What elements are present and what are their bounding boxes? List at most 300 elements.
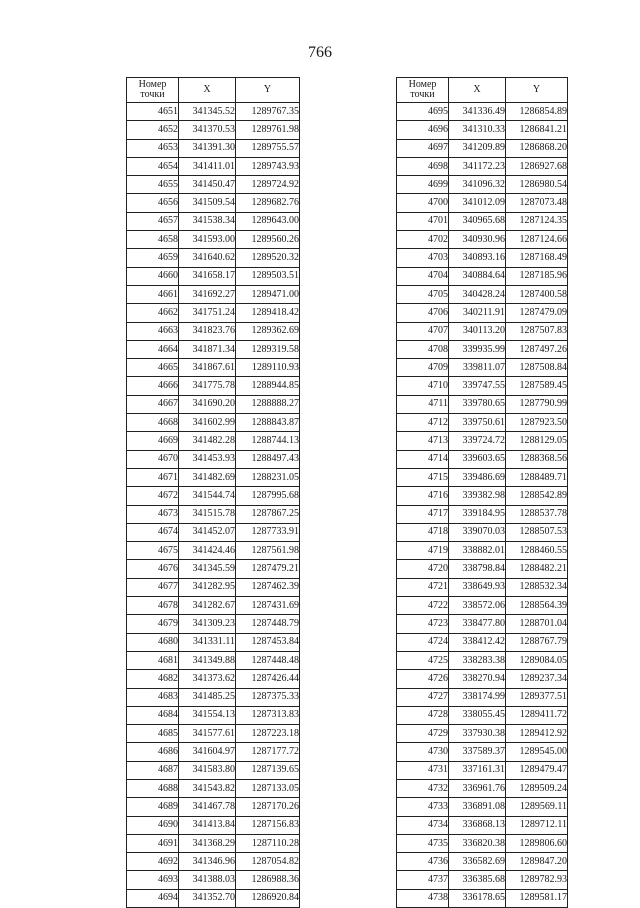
x-coordinate-cell: 341482.69 [179,468,236,486]
x-coordinate-cell: 341515.78 [179,505,236,523]
y-coordinate-cell: 1287462.39 [236,578,300,596]
y-coordinate-cell: 1287589.45 [506,377,568,395]
point-number-cell: 4718 [397,523,449,541]
point-number-cell: 4660 [127,267,179,285]
x-coordinate-cell: 341391.30 [179,139,236,157]
point-number-cell: 4702 [397,231,449,249]
x-coordinate-cell: 341692.27 [179,285,236,303]
point-number-cell: 4686 [127,743,179,761]
x-coordinate-cell: 340211.91 [449,304,506,322]
y-coordinate-cell: 1289110.93 [236,359,300,377]
x-coordinate-cell: 340113.20 [449,322,506,340]
y-coordinate-cell: 1289418.42 [236,304,300,322]
point-number-cell: 4729 [397,725,449,743]
x-coordinate-cell: 341282.95 [179,578,236,596]
y-coordinate-cell: 1289806.60 [506,834,568,852]
x-coordinate-cell: 339724.72 [449,432,506,450]
point-number-cell: 4687 [127,761,179,779]
x-coordinate-cell: 340428.24 [449,285,506,303]
table-row [397,853,568,871]
x-coordinate-cell: 339935.99 [449,340,506,358]
y-coordinate-cell: 1288231.05 [236,468,300,486]
x-coordinate-cell: 341373.62 [179,670,236,688]
y-coordinate-cell: 1288482.21 [506,560,568,578]
y-coordinate-cell: 1287400.58 [506,285,568,303]
x-coordinate-cell: 341096.32 [449,176,506,194]
y-coordinate-cell: 1287426.44 [236,670,300,688]
x-coordinate-cell: 341413.84 [179,816,236,834]
table-row [127,487,300,505]
table-row [397,432,568,450]
x-coordinate-cell: 338412.42 [449,633,506,651]
x-coordinate-cell: 341336.49 [449,103,506,121]
x-coordinate-cell: 338798.84 [449,560,506,578]
point-number-cell: 4673 [127,505,179,523]
table-row [127,395,300,413]
point-number-cell: 4733 [397,798,449,816]
point-number-cell: 4701 [397,212,449,230]
y-coordinate-cell: 1287073.48 [506,194,568,212]
table-row [397,779,568,797]
x-coordinate-cell: 341349.88 [179,651,236,669]
table-row [397,231,568,249]
y-coordinate-cell: 1289643.00 [236,212,300,230]
y-coordinate-cell: 1288843.87 [236,414,300,432]
x-coordinate-cell: 338649.93 [449,578,506,596]
x-coordinate-cell: 341604.97 [179,743,236,761]
point-number-cell: 4693 [127,871,179,889]
x-coordinate-cell: 341209.89 [449,139,506,157]
table-row [397,487,568,505]
x-coordinate-cell: 338477.80 [449,615,506,633]
y-coordinate-cell: 1287124.35 [506,212,568,230]
y-coordinate-cell: 1287177.72 [236,743,300,761]
coordinates-table-left [126,77,300,908]
x-coordinate-cell: 341345.52 [179,103,236,121]
y-coordinate-cell: 1287867.25 [236,505,300,523]
y-coordinate-cell: 1287054.82 [236,853,300,871]
point-number-cell: 4719 [397,542,449,560]
table-header-row [127,78,300,103]
point-number-cell: 4716 [397,487,449,505]
point-number-cell: 4726 [397,670,449,688]
y-coordinate-cell: 1287561.98 [236,542,300,560]
table-row [397,285,568,303]
point-number-cell: 4651 [127,103,179,121]
point-number-cell: 4678 [127,597,179,615]
table-row [127,706,300,724]
table-row [397,505,568,523]
x-coordinate-cell: 341424.46 [179,542,236,560]
y-coordinate-cell: 1288489.71 [506,468,568,486]
table-row [127,523,300,541]
table-row [127,560,300,578]
x-coordinate-cell: 336385.68 [449,871,506,889]
table-row [127,578,300,596]
x-coordinate-cell: 341368.29 [179,834,236,852]
y-coordinate-cell: 1289581.17 [506,889,568,907]
table-header-row [397,78,568,103]
y-coordinate-cell: 1287133.05 [236,779,300,797]
table-row [397,670,568,688]
x-coordinate-cell: 341509.54 [179,194,236,212]
y-coordinate-cell: 1289084.05 [506,651,568,669]
point-number-cell: 4688 [127,779,179,797]
x-coordinate-cell: 337930.38 [449,725,506,743]
y-coordinate-cell: 1289545.00 [506,743,568,761]
table-row [127,103,300,121]
y-coordinate-cell: 1288888.27 [236,395,300,413]
table-row [397,816,568,834]
y-coordinate-cell: 1288497.43 [236,450,300,468]
x-coordinate-cell: 341452.07 [179,523,236,541]
point-number-cell: 4656 [127,194,179,212]
point-number-cell: 4675 [127,542,179,560]
point-number-cell: 4724 [397,633,449,651]
table-row [397,834,568,852]
x-coordinate-cell: 337589.37 [449,743,506,761]
table-row [397,725,568,743]
x-coordinate-cell: 339382.98 [449,487,506,505]
x-coordinate-cell: 341871.34 [179,340,236,358]
point-number-cell: 4710 [397,377,449,395]
x-coordinate-cell: 341331.11 [179,633,236,651]
x-coordinate-cell: 341282.67 [179,597,236,615]
point-number-cell: 4690 [127,816,179,834]
y-coordinate-cell: 1287110.28 [236,834,300,852]
table-row [397,761,568,779]
y-coordinate-cell: 1289412.92 [506,725,568,743]
point-number-cell: 4672 [127,487,179,505]
y-coordinate-cell: 1288542.89 [506,487,568,505]
x-coordinate-cell: 341485.25 [179,688,236,706]
y-coordinate-cell: 1288129.05 [506,432,568,450]
x-coordinate-cell: 339811.07 [449,359,506,377]
table-row [127,432,300,450]
table-row [397,304,568,322]
table-row [397,377,568,395]
x-coordinate-cell: 339780.65 [449,395,506,413]
x-coordinate-cell: 341583.80 [179,761,236,779]
point-number-cell: 4712 [397,414,449,432]
x-coordinate-cell: 339070.03 [449,523,506,541]
y-coordinate-cell: 1287507.83 [506,322,568,340]
table-row [127,615,300,633]
table-row [127,377,300,395]
x-coordinate-cell: 341602.99 [179,414,236,432]
y-coordinate-cell: 1287185.96 [506,267,568,285]
table-row [127,139,300,157]
x-coordinate-cell: 339750.61 [449,414,506,432]
point-number-cell: 4730 [397,743,449,761]
point-number-cell: 4667 [127,395,179,413]
column-header-point-number: Номер точки [397,78,449,103]
x-coordinate-cell: 341554.13 [179,706,236,724]
x-coordinate-cell: 341658.17 [179,267,236,285]
table-row [127,743,300,761]
point-number-cell: 4689 [127,798,179,816]
y-coordinate-cell: 1288507.53 [506,523,568,541]
point-number-cell: 4661 [127,285,179,303]
point-number-cell: 4681 [127,651,179,669]
y-coordinate-cell: 1286920.84 [236,889,300,907]
point-number-cell: 4709 [397,359,449,377]
x-coordinate-cell: 338055.45 [449,706,506,724]
point-number-cell: 4682 [127,670,179,688]
point-number-cell: 4679 [127,615,179,633]
table-row [397,359,568,377]
point-number-cell: 4674 [127,523,179,541]
table-row [127,633,300,651]
point-number-cell: 4703 [397,249,449,267]
point-number-cell: 4691 [127,834,179,852]
table-row [127,285,300,303]
point-number-cell: 4665 [127,359,179,377]
y-coordinate-cell: 1287448.79 [236,615,300,633]
table-row [397,633,568,651]
y-coordinate-cell: 1288944.85 [236,377,300,395]
table-row [127,834,300,852]
x-coordinate-cell: 341775.78 [179,377,236,395]
x-coordinate-cell: 336178.65 [449,889,506,907]
table-row [127,853,300,871]
y-coordinate-cell: 1287733.91 [236,523,300,541]
table-row [397,578,568,596]
y-coordinate-cell: 1286927.68 [506,157,568,175]
table-row [397,176,568,194]
y-coordinate-cell: 1288767.79 [506,633,568,651]
table-row [397,212,568,230]
table-row [397,139,568,157]
table-row [127,249,300,267]
y-coordinate-cell: 1287124.66 [506,231,568,249]
table-row [127,725,300,743]
y-coordinate-cell: 1287223.18 [236,725,300,743]
table-row [397,871,568,889]
point-number-cell: 4717 [397,505,449,523]
point-number-cell: 4705 [397,285,449,303]
point-number-cell: 4725 [397,651,449,669]
table-row [397,157,568,175]
table-row [397,615,568,633]
x-coordinate-cell: 339486.69 [449,468,506,486]
y-coordinate-cell: 1286980.54 [506,176,568,194]
y-coordinate-cell: 1289479.47 [506,761,568,779]
point-number-cell: 4696 [397,121,449,139]
y-coordinate-cell: 1287790.99 [506,395,568,413]
point-number-cell: 4727 [397,688,449,706]
y-coordinate-cell: 1287313.83 [236,706,300,724]
y-coordinate-cell: 1286868.20 [506,139,568,157]
x-coordinate-cell: 339184.95 [449,505,506,523]
point-number-cell: 4692 [127,853,179,871]
y-coordinate-cell: 1287375.33 [236,688,300,706]
point-number-cell: 4676 [127,560,179,578]
table-row [397,798,568,816]
y-coordinate-cell: 1288564.39 [506,597,568,615]
point-number-cell: 4731 [397,761,449,779]
table-row [127,651,300,669]
point-number-cell: 4722 [397,597,449,615]
table-row [397,322,568,340]
page-number: 766 [308,44,332,61]
point-number-cell: 4670 [127,450,179,468]
x-coordinate-cell: 338572.06 [449,597,506,615]
y-coordinate-cell: 1289319.58 [236,340,300,358]
column-header-point-number: Номер точки [127,78,179,103]
table-row [397,121,568,139]
y-coordinate-cell: 1287508.84 [506,359,568,377]
table-row [397,267,568,285]
table-row [127,121,300,139]
point-number-cell: 4704 [397,267,449,285]
y-coordinate-cell: 1289411.72 [506,706,568,724]
x-coordinate-cell: 341640.62 [179,249,236,267]
table-row [397,249,568,267]
table-row [127,340,300,358]
point-number-cell: 4653 [127,139,179,157]
table-row [397,103,568,121]
x-coordinate-cell: 341538.34 [179,212,236,230]
table-row [397,414,568,432]
point-number-cell: 4652 [127,121,179,139]
point-number-cell: 4668 [127,414,179,432]
table-row [127,816,300,834]
x-coordinate-cell: 341309.23 [179,615,236,633]
table-row [397,688,568,706]
x-coordinate-cell: 336891.08 [449,798,506,816]
point-number-cell: 4662 [127,304,179,322]
table-row [127,597,300,615]
x-coordinate-cell: 337161.31 [449,761,506,779]
y-coordinate-cell: 1289712.11 [506,816,568,834]
y-coordinate-cell: 1286988.36 [236,871,300,889]
point-number-cell: 4654 [127,157,179,175]
table-row [397,468,568,486]
x-coordinate-cell: 338270.94 [449,670,506,688]
x-coordinate-cell: 341346.96 [179,853,236,871]
x-coordinate-cell: 336868.13 [449,816,506,834]
x-coordinate-cell: 339603.65 [449,450,506,468]
y-coordinate-cell: 1289569.11 [506,798,568,816]
x-coordinate-cell: 341352.70 [179,889,236,907]
table-row [127,450,300,468]
point-number-cell: 4715 [397,468,449,486]
x-coordinate-cell: 340884.64 [449,267,506,285]
point-number-cell: 4735 [397,834,449,852]
point-number-cell: 4720 [397,560,449,578]
table-row [127,505,300,523]
table-row [397,743,568,761]
table-row [127,194,300,212]
table-row [127,871,300,889]
x-coordinate-cell: 341593.00 [179,231,236,249]
y-coordinate-cell: 1287453.84 [236,633,300,651]
y-coordinate-cell: 1287168.49 [506,249,568,267]
x-coordinate-cell: 341577.61 [179,725,236,743]
column-header-x: X [179,78,236,103]
point-number-cell: 4684 [127,706,179,724]
y-coordinate-cell: 1289682.76 [236,194,300,212]
x-coordinate-cell: 341310.33 [449,121,506,139]
table-row [127,761,300,779]
y-coordinate-cell: 1289509.24 [506,779,568,797]
y-coordinate-cell: 1289471.00 [236,285,300,303]
point-number-cell: 4723 [397,615,449,633]
table-row [127,157,300,175]
x-coordinate-cell: 341467.78 [179,798,236,816]
table-row [127,212,300,230]
column-header-y: Y [236,78,300,103]
y-coordinate-cell: 1288460.55 [506,542,568,560]
x-coordinate-cell: 341345.59 [179,560,236,578]
table-row [397,194,568,212]
x-coordinate-cell: 338174.99 [449,688,506,706]
x-coordinate-cell: 341172.23 [449,157,506,175]
y-coordinate-cell: 1289377.51 [506,688,568,706]
x-coordinate-cell: 338283.38 [449,651,506,669]
x-coordinate-cell: 338882.01 [449,542,506,560]
y-coordinate-cell: 1289237.34 [506,670,568,688]
y-coordinate-cell: 1287431.69 [236,597,300,615]
point-number-cell: 4713 [397,432,449,450]
point-number-cell: 4721 [397,578,449,596]
x-coordinate-cell: 341543.82 [179,779,236,797]
y-coordinate-cell: 1287497.26 [506,340,568,358]
table-row [127,231,300,249]
table-row [397,340,568,358]
x-coordinate-cell: 336961.76 [449,779,506,797]
point-number-cell: 4677 [127,578,179,596]
table-row [127,670,300,688]
point-number-cell: 4669 [127,432,179,450]
point-number-cell: 4680 [127,633,179,651]
x-coordinate-cell: 341370.53 [179,121,236,139]
table-row [127,542,300,560]
table-row [127,359,300,377]
table-row [397,450,568,468]
y-coordinate-cell: 1289520.32 [236,249,300,267]
point-number-cell: 4700 [397,194,449,212]
x-coordinate-cell: 341411.01 [179,157,236,175]
point-number-cell: 4738 [397,889,449,907]
x-coordinate-cell: 340965.68 [449,212,506,230]
x-coordinate-cell: 336582.69 [449,853,506,871]
point-number-cell: 4728 [397,706,449,724]
table-row [127,267,300,285]
y-coordinate-cell: 1286854.89 [506,103,568,121]
table-row [397,542,568,560]
y-coordinate-cell: 1287479.21 [236,560,300,578]
table-row [397,523,568,541]
point-number-cell: 4708 [397,340,449,358]
point-number-cell: 4698 [397,157,449,175]
x-coordinate-cell: 339747.55 [449,377,506,395]
x-coordinate-cell: 341751.24 [179,304,236,322]
point-number-cell: 4711 [397,395,449,413]
table-row [127,304,300,322]
y-coordinate-cell: 1289755.57 [236,139,300,157]
y-coordinate-cell: 1288368.56 [506,450,568,468]
point-number-cell: 4734 [397,816,449,834]
x-coordinate-cell: 340930.96 [449,231,506,249]
point-number-cell: 4707 [397,322,449,340]
column-header-x: X [449,78,506,103]
point-number-cell: 4732 [397,779,449,797]
y-coordinate-cell: 1289560.26 [236,231,300,249]
point-number-cell: 4736 [397,853,449,871]
point-number-cell: 4663 [127,322,179,340]
